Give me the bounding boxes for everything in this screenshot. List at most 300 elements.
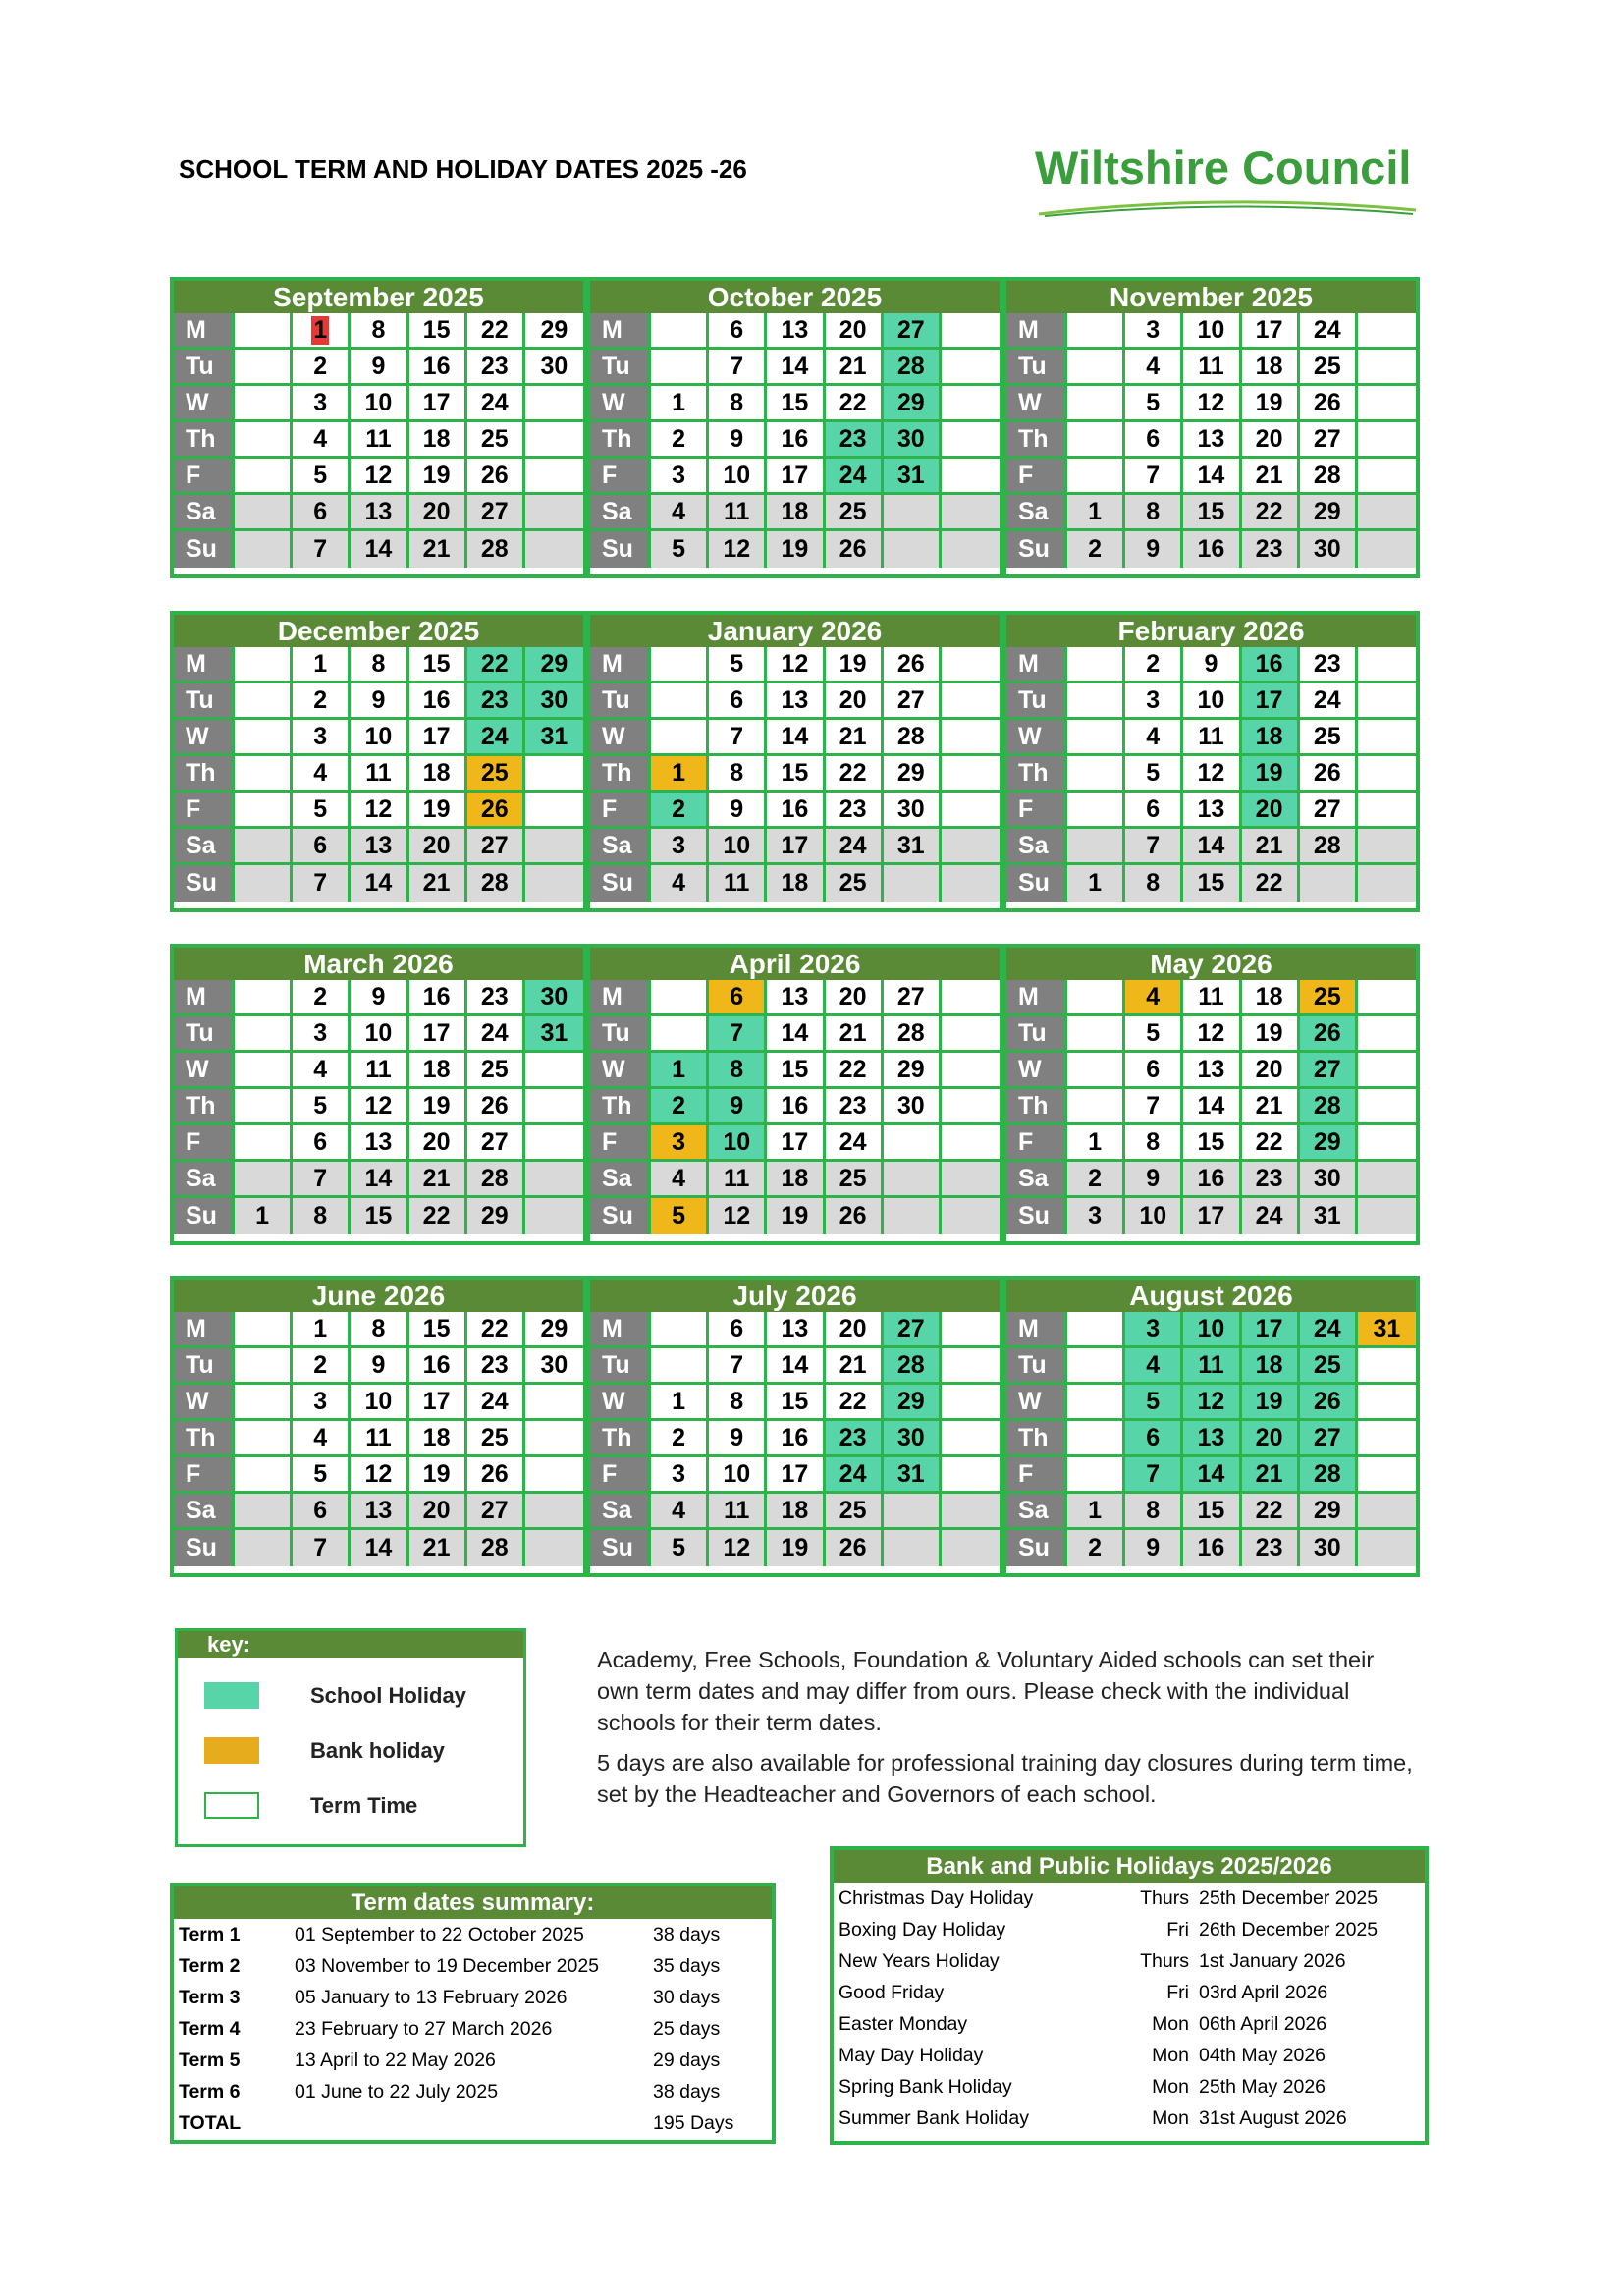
date-cell: 9: [1183, 647, 1241, 683]
date-cell: 3: [651, 459, 709, 495]
date-cell: 5: [1125, 756, 1183, 793]
date-cell: 26: [826, 531, 884, 568]
date-cell: 3: [1125, 1312, 1183, 1348]
date-cell: [1358, 531, 1416, 568]
date-cell: 28: [1300, 829, 1358, 865]
date-cell: 29: [1300, 495, 1358, 531]
date-cell: 11: [1183, 980, 1241, 1016]
date-cell: [1067, 756, 1125, 793]
date-cell: 15: [409, 313, 467, 350]
day-of-week-label: Sa: [174, 1494, 235, 1530]
date-cell: [525, 756, 583, 793]
date-cell: [1358, 756, 1416, 793]
date-cell: [1067, 683, 1125, 720]
date-cell: 24: [826, 1457, 884, 1494]
holiday-date: 1st January 2026: [1199, 1949, 1346, 1972]
bank-holiday-row: [834, 1914, 1425, 1945]
date-cell: 15: [409, 647, 467, 683]
date-cell: [1358, 1385, 1416, 1421]
date-cell: 22: [826, 1385, 884, 1421]
date-cell: 24: [1242, 1198, 1300, 1234]
date-cell: [525, 1162, 583, 1198]
date-cell: [525, 1457, 583, 1494]
date-cell: 12: [767, 647, 825, 683]
date-cell: 6: [709, 980, 767, 1016]
date-cell: 21: [1242, 829, 1300, 865]
date-cell: 26: [467, 1457, 525, 1494]
day-of-week-label: Su: [174, 865, 235, 902]
date-cell: 6: [1125, 1053, 1183, 1089]
month-days-grid: [1006, 313, 1416, 568]
date-cell: 27: [467, 495, 525, 531]
bank-holiday-swatch: [204, 1737, 259, 1764]
date-cell: 23: [1242, 1530, 1300, 1566]
date-cell: 22: [467, 647, 525, 683]
key-title: key:: [178, 1631, 523, 1658]
date-cell: 8: [351, 313, 408, 350]
date-cell: 26: [1300, 1016, 1358, 1053]
summary-row: [174, 1919, 772, 1950]
date-cell: 14: [351, 865, 408, 902]
date-cell: [942, 1089, 1000, 1125]
month-days-grid: [1006, 1312, 1416, 1566]
date-cell: 16: [409, 350, 467, 386]
term-days: 38 days: [653, 2080, 721, 2103]
date-cell: 18: [1242, 980, 1300, 1016]
date-cell: [884, 1162, 942, 1198]
date-cell: [525, 1494, 583, 1530]
date-cell: 30: [525, 350, 583, 386]
date-cell: [525, 1089, 583, 1125]
date-cell: 20: [409, 1494, 467, 1530]
bank-holidays-title: Bank and Public Holidays 2025/2026: [834, 1850, 1425, 1883]
date-cell: [942, 1053, 1000, 1089]
date-cell: 24: [1300, 1312, 1358, 1348]
date-cell: 22: [1242, 495, 1300, 531]
day-of-week-label: Tu: [590, 350, 651, 386]
day-of-week-label: Tu: [1006, 350, 1067, 386]
date-cell: 20: [409, 1125, 467, 1162]
key-label: Term Time: [310, 1792, 418, 1818]
date-cell: 30: [525, 980, 583, 1016]
day-of-week-label: Tu: [1006, 683, 1067, 720]
date-cell: 31: [884, 1457, 942, 1494]
date-cell: 26: [1300, 386, 1358, 422]
day-of-week-label: W: [174, 1053, 235, 1089]
date-cell: 17: [1242, 313, 1300, 350]
date-cell: 15: [409, 1312, 467, 1348]
date-cell: 10: [1183, 1312, 1241, 1348]
date-cell: 28: [1300, 1457, 1358, 1494]
term-dates: 01 September to 22 October 2025: [295, 1923, 584, 1945]
date-cell: 1: [235, 1198, 293, 1234]
date-cell: [1358, 1457, 1416, 1494]
date-cell: 10: [1125, 1198, 1183, 1234]
date-cell: 21: [1242, 459, 1300, 495]
date-cell: 15: [767, 1385, 825, 1421]
date-cell: [942, 1312, 1000, 1348]
key-item-term-time: [204, 1792, 417, 1819]
logo-text: Wiltshire Council: [1035, 141, 1412, 193]
date-cell: 22: [1242, 1125, 1300, 1162]
holiday-name: Boxing Day Holiday: [839, 1918, 1006, 1941]
date-cell: 18: [1242, 720, 1300, 756]
date-cell: 5: [1125, 386, 1183, 422]
month-title: January 2026: [590, 615, 1000, 647]
day-of-week-label: F: [1006, 459, 1067, 495]
date-cell: 22: [1242, 1494, 1300, 1530]
date-cell: 21: [409, 1162, 467, 1198]
day-of-week-label: Tu: [174, 1016, 235, 1053]
day-of-week-label: Su: [590, 865, 651, 902]
term-name: Term 1: [179, 1923, 241, 1945]
date-cell: [1358, 313, 1416, 350]
date-cell: 18: [409, 1053, 467, 1089]
date-cell: [942, 647, 1000, 683]
date-cell: [1358, 829, 1416, 865]
date-cell: [525, 829, 583, 865]
month-days-grid: [590, 1312, 1000, 1566]
date-cell: [942, 756, 1000, 793]
date-cell: 15: [767, 386, 825, 422]
month-title: August 2026: [1006, 1280, 1416, 1312]
bank-holiday-row: [834, 2008, 1425, 2040]
day-of-week-label: Tu: [1006, 1016, 1067, 1053]
day-of-week-label: Sa: [1006, 829, 1067, 865]
date-cell: 17: [767, 829, 825, 865]
date-cell: 27: [884, 980, 942, 1016]
date-cell: 27: [884, 683, 942, 720]
date-cell: [235, 1530, 293, 1566]
day-of-week-label: M: [590, 647, 651, 683]
date-cell: 2: [293, 350, 351, 386]
date-cell: 3: [1067, 1198, 1125, 1234]
date-cell: 21: [826, 1016, 884, 1053]
date-cell: 29: [525, 1312, 583, 1348]
bank-holiday-row: [834, 2103, 1425, 2134]
month-days-grid: [174, 980, 583, 1234]
date-cell: 9: [1125, 1162, 1183, 1198]
day-of-week-label: W: [590, 386, 651, 422]
date-cell: 20: [1242, 1421, 1300, 1457]
date-cell: 11: [351, 422, 408, 459]
day-of-week-label: M: [1006, 647, 1067, 683]
date-cell: 24: [1300, 683, 1358, 720]
date-cell: 18: [409, 756, 467, 793]
date-cell: 11: [351, 1053, 408, 1089]
date-cell: 24: [467, 720, 525, 756]
date-cell: 30: [884, 1421, 942, 1457]
holiday-weekday: Fri: [1166, 1981, 1189, 2003]
month-title: December 2025: [174, 615, 583, 647]
day-of-week-label: Th: [590, 756, 651, 793]
term-name: Term 3: [179, 1986, 241, 2008]
date-cell: 10: [709, 459, 767, 495]
date-cell: 3: [293, 1385, 351, 1421]
date-cell: 27: [1300, 793, 1358, 829]
date-cell: 21: [826, 720, 884, 756]
date-cell: 16: [1183, 531, 1241, 568]
date-cell: 27: [884, 1312, 942, 1348]
month-calendar: [586, 944, 1003, 1245]
date-cell: 19: [409, 1457, 467, 1494]
date-cell: [1067, 980, 1125, 1016]
date-cell: 13: [767, 980, 825, 1016]
month-title: April 2026: [590, 948, 1000, 980]
date-cell: [1067, 350, 1125, 386]
day-of-week-label: F: [1006, 793, 1067, 829]
day-of-week-label: Sa: [174, 1162, 235, 1198]
day-of-week-label: Th: [1006, 756, 1067, 793]
date-cell: 16: [1183, 1162, 1241, 1198]
date-cell: 13: [351, 829, 408, 865]
date-cell: 9: [709, 1089, 767, 1125]
date-cell: 28: [884, 1348, 942, 1385]
day-of-week-label: W: [1006, 1385, 1067, 1421]
date-cell: 28: [884, 720, 942, 756]
date-cell: 24: [826, 1125, 884, 1162]
date-cell: 19: [1242, 1385, 1300, 1421]
date-number: 1: [313, 315, 328, 344]
date-cell: 3: [651, 829, 709, 865]
date-cell: 12: [1183, 756, 1241, 793]
date-cell: 12: [709, 1530, 767, 1566]
date-cell: 8: [351, 647, 408, 683]
date-cell: 13: [1183, 793, 1241, 829]
date-cell: 19: [409, 1089, 467, 1125]
date-cell: 30: [525, 1348, 583, 1385]
date-cell: 25: [826, 1162, 884, 1198]
school-holiday-swatch: [204, 1682, 259, 1709]
day-of-week-label: Sa: [1006, 495, 1067, 531]
day-of-week-label: F: [174, 1457, 235, 1494]
date-cell: 2: [1067, 1530, 1125, 1566]
date-cell: 26: [1300, 1385, 1358, 1421]
day-of-week-label: Th: [174, 422, 235, 459]
date-cell: 13: [351, 1494, 408, 1530]
date-cell: 8: [709, 1053, 767, 1089]
date-cell: 23: [826, 793, 884, 829]
date-cell: 16: [1242, 647, 1300, 683]
term-days: 195 Days: [653, 2111, 734, 2134]
date-cell: 6: [1125, 1421, 1183, 1457]
month-calendar: [170, 944, 587, 1245]
day-of-week-label: F: [590, 793, 651, 829]
day-of-week-label: Tu: [590, 683, 651, 720]
date-cell: [525, 531, 583, 568]
month-days-grid: [174, 647, 583, 902]
date-cell: 21: [409, 1530, 467, 1566]
date-cell: [525, 1053, 583, 1089]
holiday-name: Christmas Day Holiday: [839, 1886, 1034, 1909]
day-of-week-label: Tu: [1006, 1348, 1067, 1385]
date-cell: 19: [826, 647, 884, 683]
date-cell: [525, 1198, 583, 1234]
date-cell: 12: [709, 1198, 767, 1234]
date-cell: 22: [467, 1312, 525, 1348]
date-cell: 7: [1125, 829, 1183, 865]
day-of-week-label: Su: [174, 1198, 235, 1234]
date-cell: 12: [351, 793, 408, 829]
date-cell: 28: [467, 531, 525, 568]
date-cell: 28: [884, 1016, 942, 1053]
date-cell: [1067, 1016, 1125, 1053]
date-cell: 7: [1125, 1457, 1183, 1494]
date-cell: 3: [651, 1457, 709, 1494]
page-title: SCHOOL TERM AND HOLIDAY DATES 2025 -26: [179, 154, 747, 184]
date-cell: 4: [1125, 350, 1183, 386]
date-cell: 5: [651, 1198, 709, 1234]
term-name: Term 4: [179, 2017, 241, 2040]
date-cell: 11: [709, 1494, 767, 1530]
date-cell: 26: [826, 1198, 884, 1234]
day-of-week-label: Th: [174, 756, 235, 793]
date-cell: 15: [1183, 1494, 1241, 1530]
date-cell: [884, 1494, 942, 1530]
day-of-week-label: Sa: [1006, 1162, 1067, 1198]
date-cell: [651, 647, 709, 683]
summary-rows: [174, 1919, 772, 2139]
date-cell: 12: [1183, 386, 1241, 422]
date-cell: [1358, 1053, 1416, 1089]
date-cell: 8: [1125, 495, 1183, 531]
day-of-week-label: F: [174, 1125, 235, 1162]
date-cell: 7: [709, 720, 767, 756]
date-cell: 16: [767, 1421, 825, 1457]
date-cell: 29: [1300, 1494, 1358, 1530]
date-cell: [525, 1385, 583, 1421]
date-cell: 20: [409, 495, 467, 531]
holiday-weekday: Fri: [1166, 1918, 1189, 1941]
date-cell: 1: [651, 1385, 709, 1421]
month-days-grid: [174, 313, 583, 568]
date-cell: 12: [1183, 1016, 1241, 1053]
date-cell: 8: [1125, 1494, 1183, 1530]
date-cell: [1300, 865, 1358, 902]
date-cell: 1: [293, 647, 351, 683]
day-of-week-label: Tu: [174, 683, 235, 720]
date-cell: 13: [351, 1125, 408, 1162]
date-cell: 17: [409, 720, 467, 756]
date-cell: [525, 1421, 583, 1457]
summary-row: [174, 2076, 772, 2107]
date-cell: [235, 756, 293, 793]
date-cell: 11: [1183, 1348, 1241, 1385]
date-cell: 19: [767, 1530, 825, 1566]
date-cell: [235, 720, 293, 756]
day-of-week-label: M: [590, 313, 651, 350]
holiday-date: 25th May 2026: [1199, 2075, 1326, 2098]
date-cell: 8: [351, 1312, 408, 1348]
date-cell: 17: [767, 459, 825, 495]
holiday-name: Spring Bank Holiday: [839, 2075, 1012, 2098]
month-calendar: [170, 277, 587, 578]
date-cell: [1358, 1125, 1416, 1162]
day-of-week-label: M: [174, 980, 235, 1016]
date-cell: [884, 531, 942, 568]
date-cell: 27: [884, 313, 942, 350]
date-cell: 2: [651, 1089, 709, 1125]
date-cell: 2: [1067, 531, 1125, 568]
day-of-week-label: M: [1006, 980, 1067, 1016]
date-cell: 2: [651, 793, 709, 829]
date-cell: [235, 313, 293, 350]
date-cell: 11: [709, 865, 767, 902]
key-box: [175, 1628, 526, 1847]
term-days: 29 days: [653, 2049, 721, 2071]
date-cell: [651, 683, 709, 720]
date-cell: [235, 865, 293, 902]
date-cell: 12: [351, 1089, 408, 1125]
date-cell: 6: [709, 1312, 767, 1348]
date-cell: 28: [467, 1162, 525, 1198]
date-cell: 23: [467, 350, 525, 386]
date-cell: 11: [709, 495, 767, 531]
date-cell: 29: [884, 1053, 942, 1089]
date-cell: [1067, 1457, 1125, 1494]
date-cell: 25: [1300, 350, 1358, 386]
date-cell: 18: [409, 1421, 467, 1457]
date-cell: [525, 1125, 583, 1162]
date-cell: 28: [1300, 1089, 1358, 1125]
date-cell: 30: [1300, 1162, 1358, 1198]
date-cell: [942, 683, 1000, 720]
day-of-week-label: F: [590, 459, 651, 495]
date-cell: 26: [467, 459, 525, 495]
date-cell: [525, 422, 583, 459]
date-cell: [235, 1348, 293, 1385]
day-of-week-label: Tu: [174, 350, 235, 386]
month-calendar: [1002, 1276, 1420, 1577]
date-cell: 30: [1300, 531, 1358, 568]
date-cell: 22: [826, 386, 884, 422]
date-cell: [235, 647, 293, 683]
date-cell: [235, 386, 293, 422]
day-of-week-label: Th: [590, 422, 651, 459]
day-of-week-label: W: [174, 386, 235, 422]
date-cell: 21: [1242, 1457, 1300, 1494]
day-of-week-label: M: [590, 1312, 651, 1348]
date-cell: 1: [651, 386, 709, 422]
date-cell: 9: [351, 980, 408, 1016]
date-cell: 13: [351, 495, 408, 531]
date-cell: 19: [1242, 386, 1300, 422]
date-cell: 25: [826, 865, 884, 902]
date-cell: 4: [293, 1421, 351, 1457]
date-cell: 21: [826, 350, 884, 386]
date-cell: 30: [525, 683, 583, 720]
date-cell: [525, 793, 583, 829]
date-cell: 3: [651, 1125, 709, 1162]
term-name: TOTAL: [179, 2111, 242, 2134]
date-cell: 14: [1183, 459, 1241, 495]
day-of-week-label: Su: [1006, 1198, 1067, 1234]
date-cell: 1: [1067, 865, 1125, 902]
date-cell: [235, 829, 293, 865]
day-of-week-label: Su: [590, 531, 651, 568]
month-days-grid: [174, 1312, 583, 1566]
date-cell: [235, 793, 293, 829]
date-cell: [942, 1162, 1000, 1198]
day-of-week-label: M: [174, 1312, 235, 1348]
day-of-week-label: M: [590, 980, 651, 1016]
day-of-week-label: Sa: [174, 495, 235, 531]
date-cell: 27: [1300, 1421, 1358, 1457]
date-cell: [884, 495, 942, 531]
date-cell: 20: [826, 980, 884, 1016]
month-calendar: [1002, 277, 1420, 578]
date-cell: 25: [826, 495, 884, 531]
